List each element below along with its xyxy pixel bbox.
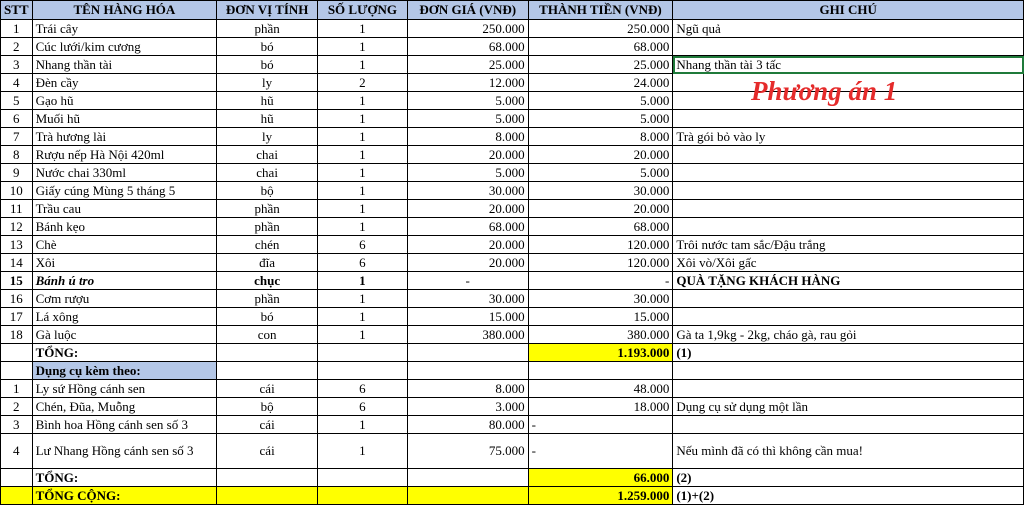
cell-name[interactable]: Gạo hũ bbox=[32, 92, 217, 110]
cell-stt[interactable]: 1 bbox=[1, 20, 33, 38]
cell-qty[interactable]: 1 bbox=[318, 200, 408, 218]
cell-stt[interactable]: 12 bbox=[1, 218, 33, 236]
tools-heading-row bbox=[1, 362, 1024, 380]
cell-total[interactable]: - bbox=[528, 434, 673, 469]
cell-price[interactable]: 20.000 bbox=[407, 200, 528, 218]
cell-stt[interactable]: 8 bbox=[1, 146, 33, 164]
cell-name[interactable]: Trái cây bbox=[32, 20, 217, 38]
cell-price[interactable]: 3.000 bbox=[407, 398, 528, 416]
cell-total[interactable]: 250.000 bbox=[528, 20, 673, 38]
cell-price[interactable]: 20.000 bbox=[407, 236, 528, 254]
cell-stt[interactable]: 3 bbox=[1, 56, 33, 74]
table-row bbox=[1, 182, 1024, 200]
table-row bbox=[1, 218, 1024, 236]
plan-title-overlay[interactable]: Phương án 1 bbox=[751, 76, 898, 106]
cell-note[interactable] bbox=[673, 110, 1024, 128]
cell-qty[interactable] bbox=[318, 362, 408, 380]
cell-total[interactable]: 68.000 bbox=[528, 218, 673, 236]
cell-name[interactable]: Ly sứ Hồng cánh sen bbox=[32, 380, 217, 398]
cell-qty[interactable] bbox=[318, 344, 408, 362]
cell-stt[interactable]: 9 bbox=[1, 164, 33, 182]
cell-name[interactable]: Nước chai 330ml bbox=[32, 164, 217, 182]
cell-stt[interactable]: 17 bbox=[1, 308, 33, 326]
cell-qty[interactable]: 2 bbox=[318, 74, 408, 92]
cell-unit[interactable]: cái bbox=[217, 416, 318, 434]
cell-unit[interactable] bbox=[217, 362, 318, 380]
cell-stt[interactable]: 2 bbox=[1, 398, 33, 416]
cell-price[interactable]: 8.000 bbox=[407, 128, 528, 146]
cell-note[interactable]: Dụng cụ sử dụng một lần bbox=[673, 398, 1024, 416]
table-row bbox=[1, 434, 1024, 469]
cell-stt[interactable]: 4 bbox=[1, 74, 33, 92]
header-stt[interactable]: STT bbox=[1, 1, 33, 20]
tools-heading[interactable]: Dụng cụ kèm theo: bbox=[32, 362, 217, 380]
cell-price[interactable]: 380.000 bbox=[407, 326, 528, 344]
cell-note[interactable] bbox=[673, 290, 1024, 308]
header-note[interactable]: GHI CHÚ bbox=[673, 1, 1024, 20]
cell-qty[interactable]: 1 bbox=[318, 218, 408, 236]
cell-total[interactable]: 68.000 bbox=[528, 38, 673, 56]
cell-unit[interactable]: bộ bbox=[217, 398, 318, 416]
cell-unit[interactable]: chục bbox=[217, 272, 318, 290]
cell-unit[interactable]: con bbox=[217, 326, 318, 344]
cell-qty[interactable]: 1 bbox=[318, 164, 408, 182]
cell-name[interactable]: Bánh kẹo bbox=[32, 218, 217, 236]
subtotal-label-1[interactable]: TỔNG: bbox=[32, 344, 217, 362]
table-row bbox=[1, 272, 1024, 290]
cell-unit[interactable]: bó bbox=[217, 38, 318, 56]
subtotal-note-2[interactable]: (2) bbox=[673, 469, 1024, 487]
cell-unit[interactable]: bó bbox=[217, 308, 318, 326]
subtotal-note-1[interactable]: (1) bbox=[673, 344, 1024, 362]
cell-unit[interactable]: bó bbox=[217, 56, 318, 74]
cell-note[interactable]: Nếu mình đã có thì không cần mua! bbox=[673, 434, 1024, 469]
cell-qty[interactable]: 1 bbox=[318, 110, 408, 128]
cell-note[interactable]: Xôi vò/Xôi gấc bbox=[673, 254, 1024, 272]
cell-note[interactable] bbox=[673, 362, 1024, 380]
cell-qty[interactable]: 6 bbox=[318, 380, 408, 398]
cell-unit[interactable]: hũ bbox=[217, 92, 318, 110]
cell-total[interactable]: 120.000 bbox=[528, 236, 673, 254]
cell-total[interactable]: 5.000 bbox=[528, 164, 673, 182]
cell-stt[interactable] bbox=[1, 487, 33, 505]
cell-price[interactable]: 250.000 bbox=[407, 20, 528, 38]
cell-qty[interactable]: 1 bbox=[318, 92, 408, 110]
table-row bbox=[1, 38, 1024, 56]
cell-stt[interactable]: 2 bbox=[1, 38, 33, 56]
cell-name[interactable]: Cơm rượu bbox=[32, 290, 217, 308]
cell-total[interactable]: 24.000 bbox=[528, 74, 673, 92]
cell-name[interactable]: Rượu nếp Hà Nội 420ml bbox=[32, 146, 217, 164]
cell-note[interactable] bbox=[673, 308, 1024, 326]
cell-stt[interactable]: 6 bbox=[1, 110, 33, 128]
cell-note[interactable]: Ngũ quả bbox=[673, 20, 1024, 38]
cell-note[interactable] bbox=[673, 218, 1024, 236]
cell-total[interactable] bbox=[528, 362, 673, 380]
table-row bbox=[1, 56, 1024, 74]
subtotal-label-2[interactable]: TỔNG: bbox=[32, 469, 217, 487]
cell-note[interactable] bbox=[673, 380, 1024, 398]
cell-total[interactable]: 25.000 bbox=[528, 56, 673, 74]
cell-total[interactable]: 8.000 bbox=[528, 128, 673, 146]
cell-unit[interactable]: cái bbox=[217, 380, 318, 398]
grand-total-row bbox=[1, 487, 1024, 505]
header-row bbox=[1, 1, 1024, 20]
cell-qty[interactable]: 1 bbox=[318, 56, 408, 74]
table-row bbox=[1, 146, 1024, 164]
cell-stt[interactable]: 3 bbox=[1, 416, 33, 434]
cell-unit[interactable]: chai bbox=[217, 164, 318, 182]
cell-stt[interactable]: 16 bbox=[1, 290, 33, 308]
cell-price[interactable] bbox=[407, 487, 528, 505]
cell-name[interactable]: Bánh ú tro bbox=[32, 272, 217, 290]
header-price[interactable]: ĐƠN GIÁ (VNĐ) bbox=[407, 1, 528, 20]
grand-total-note[interactable]: (1)+(2) bbox=[673, 487, 1024, 505]
cell-qty[interactable] bbox=[318, 487, 408, 505]
subtotal-value-1[interactable]: 1.193.000 bbox=[528, 344, 673, 362]
table-row bbox=[1, 308, 1024, 326]
cell-unit[interactable]: phần bbox=[217, 20, 318, 38]
cell-note[interactable]: Gà ta 1,9kg - 2kg, cháo gà, rau gỏi bbox=[673, 326, 1024, 344]
cell-qty[interactable]: 6 bbox=[318, 254, 408, 272]
cell-price[interactable]: 8.000 bbox=[407, 380, 528, 398]
cell-total[interactable]: 20.000 bbox=[528, 146, 673, 164]
cell-unit[interactable]: đĩa bbox=[217, 254, 318, 272]
cell-unit[interactable] bbox=[217, 487, 318, 505]
cell-total[interactable]: - bbox=[528, 416, 673, 434]
table-row bbox=[1, 128, 1024, 146]
cell-name[interactable]: Lư Nhang Hồng cánh sen số 3 bbox=[32, 434, 217, 469]
cell-stt[interactable]: 11 bbox=[1, 200, 33, 218]
cell-qty[interactable]: 1 bbox=[318, 434, 408, 469]
cell-note[interactable]: Trà gói bỏ vào ly bbox=[673, 128, 1024, 146]
cell-total[interactable]: 120.000 bbox=[528, 254, 673, 272]
cell-price[interactable]: 30.000 bbox=[407, 182, 528, 200]
cell-total[interactable]: 5.000 bbox=[528, 110, 673, 128]
table-row bbox=[1, 236, 1024, 254]
cell-name[interactable]: Muối hũ bbox=[32, 110, 217, 128]
cell-name[interactable]: Xôi bbox=[32, 254, 217, 272]
cell-stt[interactable] bbox=[1, 469, 33, 487]
cell-unit[interactable]: hũ bbox=[217, 110, 318, 128]
cell-name[interactable]: Bình hoa Hồng cánh sen số 3 bbox=[32, 416, 217, 434]
cell-note[interactable] bbox=[673, 164, 1024, 182]
cell-total[interactable]: 18.000 bbox=[528, 398, 673, 416]
table-row bbox=[1, 164, 1024, 182]
cell-qty[interactable]: 1 bbox=[318, 272, 408, 290]
cell-unit[interactable]: cái bbox=[217, 434, 318, 469]
cell-stt[interactable]: 4 bbox=[1, 434, 33, 469]
cell-price[interactable]: 68.000 bbox=[407, 38, 528, 56]
cell-name[interactable]: Nhang thần tài bbox=[32, 56, 217, 74]
table-row bbox=[1, 290, 1024, 308]
cell-stt[interactable]: 15 bbox=[1, 272, 33, 290]
cell-name[interactable]: Giấy cúng Mùng 5 tháng 5 bbox=[32, 182, 217, 200]
cell-price[interactable]: 15.000 bbox=[407, 308, 528, 326]
table-row bbox=[1, 200, 1024, 218]
cell-unit[interactable]: phần bbox=[217, 218, 318, 236]
table-row bbox=[1, 110, 1024, 128]
subtotal-row-1 bbox=[1, 344, 1024, 362]
cell-unit[interactable]: ly bbox=[217, 74, 318, 92]
cell-qty[interactable]: 1 bbox=[318, 326, 408, 344]
cell-stt[interactable]: 13 bbox=[1, 236, 33, 254]
cell-price[interactable]: 5.000 bbox=[407, 110, 528, 128]
cell-stt[interactable]: 18 bbox=[1, 326, 33, 344]
cell-note[interactable]: Trôi nước tam sắc/Đậu trắng bbox=[673, 236, 1024, 254]
cell-price[interactable]: - bbox=[407, 272, 528, 290]
grand-total-value[interactable]: 1.259.000 bbox=[528, 487, 673, 505]
header-qty[interactable]: SỐ LƯỢNG bbox=[318, 1, 408, 20]
cell-price[interactable] bbox=[407, 362, 528, 380]
table-row bbox=[1, 416, 1024, 434]
header-name[interactable]: TÊN HÀNG HÓA bbox=[32, 1, 217, 20]
cell-qty[interactable]: 1 bbox=[318, 290, 408, 308]
cell-note[interactable] bbox=[673, 200, 1024, 218]
cell-name[interactable]: Cúc lưới/kim cương bbox=[32, 38, 217, 56]
cell-note[interactable] bbox=[673, 182, 1024, 200]
cell-name[interactable]: Chè bbox=[32, 236, 217, 254]
cell-note[interactable] bbox=[673, 146, 1024, 164]
cell-stt[interactable]: 7 bbox=[1, 128, 33, 146]
cell-qty[interactable]: 1 bbox=[318, 416, 408, 434]
cell-total[interactable]: 30.000 bbox=[528, 182, 673, 200]
cell-stt[interactable]: 5 bbox=[1, 92, 33, 110]
cell-note[interactable]: Nhang thần tài 3 tấc bbox=[673, 56, 1024, 74]
cell-qty[interactable]: 1 bbox=[318, 128, 408, 146]
cell-name[interactable]: Trầu cau bbox=[32, 200, 217, 218]
table-row bbox=[1, 254, 1024, 272]
cell-total[interactable]: 380.000 bbox=[528, 326, 673, 344]
cell-price[interactable]: 20.000 bbox=[407, 254, 528, 272]
table-row bbox=[1, 20, 1024, 38]
cell-qty[interactable]: 6 bbox=[318, 236, 408, 254]
table-row bbox=[1, 326, 1024, 344]
cell-price[interactable] bbox=[407, 469, 528, 487]
cell-stt[interactable]: 1 bbox=[1, 380, 33, 398]
cell-name[interactable]: Gà luộc bbox=[32, 326, 217, 344]
cell-stt[interactable] bbox=[1, 362, 33, 380]
cell-stt[interactable] bbox=[1, 344, 33, 362]
cell-unit[interactable] bbox=[217, 469, 318, 487]
cell-price[interactable]: 5.000 bbox=[407, 164, 528, 182]
cell-note[interactable] bbox=[673, 38, 1024, 56]
cell-total[interactable]: - bbox=[528, 272, 673, 290]
subtotal-row-2 bbox=[1, 469, 1024, 487]
cell-price[interactable]: 5.000 bbox=[407, 92, 528, 110]
cell-price[interactable]: 20.000 bbox=[407, 146, 528, 164]
cell-unit[interactable]: phần bbox=[217, 200, 318, 218]
cell-price[interactable]: 30.000 bbox=[407, 290, 528, 308]
cell-unit[interactable]: bộ bbox=[217, 182, 318, 200]
table-row bbox=[1, 380, 1024, 398]
cell-qty[interactable]: 6 bbox=[318, 398, 408, 416]
cell-unit[interactable]: ly bbox=[217, 128, 318, 146]
cell-note[interactable] bbox=[673, 416, 1024, 434]
cell-total[interactable]: 30.000 bbox=[528, 290, 673, 308]
cell-name[interactable]: Trà hương lài bbox=[32, 128, 217, 146]
header-total[interactable]: THÀNH TIỀN (VNĐ) bbox=[528, 1, 673, 20]
cell-qty[interactable]: 1 bbox=[318, 146, 408, 164]
cell-stt[interactable]: 14 bbox=[1, 254, 33, 272]
cell-qty[interactable]: 1 bbox=[318, 20, 408, 38]
cell-unit[interactable]: chai bbox=[217, 146, 318, 164]
cell-name[interactable]: Đèn cầy bbox=[32, 74, 217, 92]
cell-total[interactable]: 5.000 bbox=[528, 92, 673, 110]
cell-total[interactable]: 20.000 bbox=[528, 200, 673, 218]
cell-price[interactable]: 12.000 bbox=[407, 74, 528, 92]
cell-unit[interactable]: chén bbox=[217, 236, 318, 254]
cell-price[interactable]: 75.000 bbox=[407, 434, 528, 469]
cell-total[interactable]: 48.000 bbox=[528, 380, 673, 398]
cell-name[interactable]: Chén, Đũa, Muỗng bbox=[32, 398, 217, 416]
cell-name[interactable]: Lá xông bbox=[32, 308, 217, 326]
cell-note[interactable]: QUÀ TẶNG KHÁCH HÀNG bbox=[673, 272, 1024, 290]
header-unit[interactable]: ĐƠN VỊ TÍNH bbox=[217, 1, 318, 20]
cell-qty[interactable]: 1 bbox=[318, 182, 408, 200]
cell-qty[interactable]: 1 bbox=[318, 38, 408, 56]
table-row bbox=[1, 398, 1024, 416]
cell-price[interactable]: 80.000 bbox=[407, 416, 528, 434]
cell-stt[interactable]: 10 bbox=[1, 182, 33, 200]
cell-price[interactable] bbox=[407, 344, 528, 362]
cell-price[interactable]: 25.000 bbox=[407, 56, 528, 74]
cell-total[interactable]: 15.000 bbox=[528, 308, 673, 326]
subtotal-value-2[interactable]: 66.000 bbox=[528, 469, 673, 487]
cell-qty[interactable] bbox=[318, 469, 408, 487]
cell-price[interactable]: 68.000 bbox=[407, 218, 528, 236]
cell-qty[interactable]: 1 bbox=[318, 308, 408, 326]
grand-total-label[interactable]: TỔNG CỘNG: bbox=[32, 487, 217, 505]
cell-unit[interactable]: phần bbox=[217, 290, 318, 308]
cell-unit[interactable] bbox=[217, 344, 318, 362]
